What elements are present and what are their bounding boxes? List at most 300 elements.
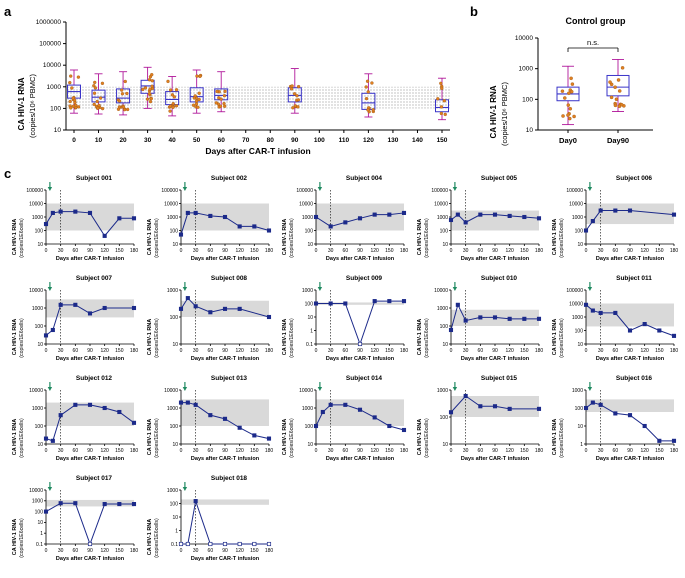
subject-xtick: 0 — [44, 248, 48, 254]
panel-a-data-point — [148, 78, 151, 81]
subject-ylabel2: (copies/1E6cells) — [559, 218, 565, 258]
subject-xtick: 60 — [72, 548, 79, 554]
panel-a-xtick: 30 — [143, 137, 152, 144]
panel-a-data-point — [69, 106, 72, 109]
subject-title: Subject 008 — [210, 275, 248, 282]
subject-data-point — [599, 311, 602, 314]
subject-data-point — [74, 403, 77, 406]
subject-plot — [276, 372, 411, 472]
panel-a-data-point — [172, 106, 175, 109]
subject-chart-subject-014 — [276, 372, 411, 472]
subject-data-point — [59, 210, 62, 213]
subject-data-point — [388, 299, 391, 302]
subject-data-point — [103, 502, 106, 505]
panel-a-data-point — [436, 97, 439, 100]
panel-b-data-point — [566, 114, 569, 117]
subject-plot — [411, 372, 546, 472]
subject-xtick: 90 — [87, 348, 93, 354]
subject-title: Subject 005 — [480, 175, 518, 182]
subject-title: Subject 001 — [75, 175, 113, 182]
subject-data-point — [44, 437, 47, 440]
subject-ytick: 1000 — [436, 387, 448, 394]
subject-ylabel2: (copies/1E6cells) — [424, 418, 430, 458]
subject-xtick: 120 — [235, 548, 244, 554]
panel-a-data-point — [150, 97, 153, 100]
subject-xtick: 30 — [327, 448, 334, 454]
subject-ytick: 1 — [580, 441, 583, 448]
subject-xtick: 30 — [57, 448, 64, 454]
panel-a-data-point — [144, 86, 147, 89]
subject-data-point — [74, 210, 77, 213]
subject-chart-subject-009 — [276, 272, 411, 372]
subject-ylabel2: (copies/1E6cells) — [154, 218, 160, 258]
panel-b-data-point — [568, 117, 571, 120]
subject-data-point — [584, 303, 587, 306]
subject-data-point — [223, 417, 226, 420]
panel-a-ytick: 1000 — [46, 83, 61, 91]
panel-a-ytick: 10000 — [42, 62, 61, 70]
subject-ylabel: CA HIV-1 RNA — [552, 318, 558, 356]
subject-data-point — [479, 405, 482, 408]
subject-ylabel2: (copies/1E6cells) — [289, 218, 295, 258]
panel-a-data-point — [101, 82, 104, 85]
subject-series-line — [181, 501, 269, 544]
subject-ytick: 100 — [169, 501, 178, 508]
subject-xtick: 30 — [192, 548, 199, 554]
panel-a-data-point — [77, 76, 80, 79]
panel-a-data-point — [121, 92, 124, 95]
panel-b-data-point — [561, 114, 564, 117]
subject-chart-subject-017 — [6, 472, 141, 572]
panel-a-data-point — [117, 108, 120, 111]
subject-data-point — [358, 217, 361, 220]
subject-data-point — [194, 305, 197, 308]
subject-plot — [6, 272, 141, 372]
subject-xtick: 60 — [612, 248, 619, 254]
subject-ytick: 10000 — [434, 287, 448, 294]
subject-data-point — [591, 401, 594, 404]
subject-ylabel2: (copies/1E6cells) — [19, 318, 25, 358]
subject-xtick: 120 — [640, 448, 649, 454]
panel-a-data-point — [195, 75, 198, 78]
subject-ytick: 10 — [442, 341, 448, 348]
panel-a-data-point — [166, 80, 169, 83]
subject-ytick: 10 — [37, 241, 43, 248]
panel-a-data-point — [293, 92, 296, 95]
subject-xtick: 120 — [100, 248, 109, 254]
subject-data-point — [456, 213, 459, 216]
subject-data-point — [537, 407, 540, 410]
subject-title: Subject 007 — [75, 275, 113, 282]
panel-a-data-point — [370, 82, 373, 85]
subject-xtick: 60 — [72, 348, 79, 354]
panel-a-data-point — [72, 105, 75, 108]
subject-data-point — [643, 424, 646, 427]
panel-a-data-point — [365, 97, 368, 100]
subject-xtick: 30 — [192, 348, 199, 354]
panel-a-data-point — [217, 96, 220, 99]
subject-ytick: 100000 — [566, 187, 583, 194]
subject-data-point — [523, 215, 526, 218]
subject-ytick: 10 — [307, 441, 313, 448]
subject-ytick: 10 — [442, 241, 448, 248]
subject-title: Subject 015 — [480, 375, 518, 382]
subject-xtick: 120 — [505, 248, 514, 254]
subject-data-point — [88, 211, 91, 214]
panel-a-data-point — [216, 90, 219, 93]
panel-a-data-point — [169, 105, 172, 108]
subject-ylabel2: (copies/1E6cells) — [19, 418, 25, 458]
panel-a-data-point — [148, 92, 151, 95]
subject-ylabel: CA HIV-1 RNA — [282, 218, 288, 256]
subject-data-point — [456, 303, 459, 306]
panel-b-data-point — [569, 107, 572, 110]
subject-xtick: 120 — [640, 348, 649, 354]
subject-xtick: 90 — [357, 248, 363, 254]
subject-xtick: 60 — [477, 448, 484, 454]
subject-xtick: 90 — [492, 348, 498, 354]
panel-a-data-point — [122, 106, 125, 109]
subject-data-point — [103, 306, 106, 309]
subject-ytick: 10000 — [164, 387, 178, 394]
subject-xtick: 150 — [520, 348, 529, 354]
subject-ytick: 100000 — [431, 187, 448, 194]
subject-xtick: 0 — [179, 248, 183, 254]
subject-xtick: 150 — [655, 348, 664, 354]
panel-a-data-point — [68, 81, 71, 84]
subject-xtick: 30 — [597, 348, 604, 354]
subject-title: Subject 002 — [210, 175, 248, 182]
subject-data-point — [59, 413, 62, 416]
panel-a-data-point — [440, 112, 443, 115]
panel-a-data-point — [297, 85, 300, 88]
subject-data-point — [194, 499, 197, 502]
subject-plot — [6, 472, 141, 572]
subject-data-point — [209, 214, 212, 217]
subject-xtick: 180 — [669, 348, 679, 354]
subject-ytick: 10000 — [29, 387, 43, 394]
subject-xtick: 180 — [399, 348, 409, 354]
subject-ytick: 10000 — [569, 301, 583, 308]
subject-xtick: 30 — [597, 248, 604, 254]
subject-ytick: 100 — [304, 423, 313, 430]
subject-data-point — [464, 221, 467, 224]
panel-a-data-point — [444, 113, 447, 116]
subject-xlabel: Days after CAR-T infusion — [55, 256, 125, 262]
panel-b-data-point — [561, 90, 564, 93]
subject-ylabel2: (copies/1E6cells) — [19, 218, 25, 258]
subject-ylabel: CA HIV-1 RNA — [147, 518, 153, 556]
subject-data-point — [329, 302, 332, 305]
subject-ylabel2: (copies/1E6cells) — [559, 318, 565, 358]
panel-letter-a: a — [4, 4, 12, 19]
subject-ylabel: CA HIV-1 RNA — [552, 418, 558, 456]
subject-ytick: 10 — [577, 341, 583, 348]
subject-xtick: 30 — [462, 448, 469, 454]
panel-b-data-point — [614, 104, 617, 107]
panel-a-data-point — [124, 80, 127, 83]
panel-a-data-point — [372, 108, 375, 111]
subject-xtick: 120 — [370, 348, 379, 354]
subject-xtick: 60 — [207, 548, 214, 554]
subject-xtick: 180 — [129, 448, 139, 454]
subject-xtick: 60 — [342, 348, 349, 354]
subject-series-line — [46, 503, 134, 544]
panel-a-ylabel: CA HIV-1 RNA — [17, 77, 26, 131]
subject-xtick: 0 — [449, 348, 453, 354]
panel-a-data-point — [223, 102, 226, 105]
subject-ytick: 1000 — [166, 287, 178, 294]
subject-ytick: 1000 — [166, 214, 178, 221]
subject-xlabel: Days after CAR-T infusion — [190, 556, 260, 562]
subject-data-point — [59, 501, 62, 504]
subject-ytick: 10000 — [299, 201, 313, 208]
subject-data-point — [132, 217, 135, 220]
subject-data-point — [238, 225, 241, 228]
subject-xtick: 0 — [179, 548, 183, 554]
subject-ytick: 10 — [172, 514, 178, 521]
panel-a-data-point — [366, 108, 369, 111]
subject-data-point — [584, 406, 587, 409]
subject-ylabel2: (copies/1E6cells) — [154, 518, 160, 558]
panel-a-ytick: 1000000 — [35, 19, 61, 26]
subject-data-point — [88, 542, 91, 545]
subject-title: Subject 009 — [345, 275, 383, 282]
subject-data-point — [672, 439, 675, 442]
subject-data-point — [508, 214, 511, 217]
subject-title: Subject 018 — [210, 475, 248, 482]
subject-chart-subject-002 — [141, 172, 276, 272]
subject-ylabel2: (copies/1E6cells) — [289, 318, 295, 358]
subject-xlabel: Days after CAR-T infusion — [325, 356, 395, 362]
subject-chart-subject-011 — [546, 272, 681, 372]
subject-xtick: 120 — [505, 348, 514, 354]
subject-xtick: 150 — [115, 248, 124, 254]
panel-b-chart — [478, 8, 678, 168]
subject-ylabel: CA HIV-1 RNA — [147, 418, 153, 456]
subject-series-line — [316, 301, 404, 344]
subject-ytick: 1000 — [301, 214, 313, 221]
panel-a-data-point — [93, 81, 96, 84]
subject-plot — [411, 172, 546, 272]
panel-a-data-point — [69, 100, 72, 103]
panel-a-data-point — [297, 98, 300, 101]
subject-xtick: 90 — [357, 448, 363, 454]
subject-chart-subject-013 — [141, 372, 276, 472]
subject-ylabel: CA HIV-1 RNA — [552, 218, 558, 256]
subject-xtick: 0 — [584, 248, 588, 254]
subject-data-point — [449, 411, 452, 414]
subject-data-point — [537, 317, 540, 320]
panel-a-data-point — [198, 92, 201, 95]
subject-plot — [141, 272, 276, 372]
subject-data-point — [493, 405, 496, 408]
panel-b-ytick: 100 — [522, 96, 533, 104]
subject-data-point — [223, 215, 226, 218]
panel-b-data-point — [570, 77, 573, 80]
subject-ylabel: CA HIV-1 RNA — [417, 318, 423, 356]
subject-data-point — [344, 221, 347, 224]
panel-b-xtick: Day90 — [606, 136, 630, 145]
subject-title: Subject 004 — [345, 175, 383, 182]
subject-xtick: 60 — [207, 448, 214, 454]
subject-data-point — [209, 542, 212, 545]
panel-a-xlabel: Days after CAR-T infusion — [205, 146, 311, 156]
subject-xtick: 150 — [250, 248, 259, 254]
subject-data-point — [179, 233, 182, 236]
subject-ytick: 100 — [169, 228, 178, 235]
subject-title: Subject 014 — [345, 375, 383, 382]
subject-ytick: 100 — [439, 228, 448, 235]
subject-data-point — [373, 299, 376, 302]
subject-xtick: 180 — [129, 248, 139, 254]
subject-xtick: 60 — [207, 248, 214, 254]
panel-b-data-point — [610, 96, 613, 99]
subject-data-point — [493, 213, 496, 216]
subject-chart-subject-018 — [141, 472, 276, 572]
subject-data-point — [402, 211, 405, 214]
panel-a-data-point — [96, 107, 99, 110]
subject-ylabel: CA HIV-1 RNA — [12, 518, 18, 556]
subject-data-point — [267, 542, 270, 545]
subject-data-point — [179, 307, 182, 310]
subject-xtick: 90 — [87, 448, 93, 454]
subject-ylabel2: (copies/1E6cells) — [424, 318, 430, 358]
subject-data-point — [267, 229, 270, 232]
panel-a-xtick: 50 — [193, 137, 201, 144]
subject-ytick: 1000 — [166, 405, 178, 412]
subject-xtick: 60 — [207, 348, 214, 354]
subject-ytick: 100 — [169, 314, 178, 321]
subject-ytick: 10000 — [29, 201, 43, 208]
panel-a-data-point — [72, 97, 75, 100]
panel-a-data-point — [196, 106, 199, 109]
subject-xtick: 180 — [264, 348, 274, 354]
subject-xtick: 150 — [115, 448, 124, 454]
panel-b-ytick: 10 — [525, 127, 533, 134]
panel-a-data-point — [151, 79, 154, 82]
subject-data-point — [132, 502, 135, 505]
panel-a-data-point — [120, 89, 123, 92]
subject-data-point — [537, 217, 540, 220]
subject-data-point — [238, 307, 241, 310]
subject-xtick: 180 — [264, 248, 274, 254]
subject-xlabel: Days after CAR-T infusion — [55, 356, 125, 362]
subject-ytick: 100 — [574, 405, 583, 412]
subject-data-point — [179, 401, 182, 404]
subject-title: Subject 016 — [615, 375, 653, 382]
subject-data-point — [672, 213, 675, 216]
subject-ytick: 10 — [577, 241, 583, 248]
panel-a-data-point — [366, 80, 369, 83]
subject-data-point — [591, 309, 594, 312]
panel-a-data-point — [98, 104, 101, 107]
subject-xtick: 150 — [655, 448, 664, 454]
subject-xlabel: Days after CAR-T infusion — [460, 256, 530, 262]
subject-xtick: 180 — [534, 348, 544, 354]
subject-xtick: 30 — [192, 448, 199, 454]
subject-xtick: 0 — [314, 448, 318, 454]
panel-a-data-point — [149, 100, 152, 103]
subject-xtick: 180 — [264, 548, 274, 554]
subject-xtick: 150 — [520, 248, 529, 254]
subject-data-point — [628, 329, 631, 332]
subject-data-point — [74, 501, 77, 504]
panel-a-data-point — [99, 97, 102, 100]
subject-ytick: 1000 — [31, 214, 43, 221]
panel-a-data-point — [291, 84, 294, 87]
subject-data-point — [238, 542, 241, 545]
subject-xtick: 180 — [534, 448, 544, 454]
subject-data-point — [209, 311, 212, 314]
subject-data-point — [464, 394, 467, 397]
subject-ytick: 1 — [310, 328, 313, 335]
subject-title: Subject 013 — [210, 375, 248, 382]
subject-xtick: 90 — [627, 448, 633, 454]
subject-plot — [276, 172, 411, 272]
subject-ytick: 10 — [442, 441, 448, 448]
subject-ytick: 0.1 — [171, 541, 178, 548]
subject-data-point — [88, 403, 91, 406]
subject-ytick: 1000 — [31, 498, 43, 505]
subject-xtick: 180 — [264, 448, 274, 454]
subject-xlabel: Days after CAR-T infusion — [190, 256, 260, 262]
panel-a-data-point — [171, 93, 174, 96]
subject-data-point — [314, 424, 317, 427]
subject-data-point — [194, 211, 197, 214]
subject-data-point — [253, 434, 256, 437]
subject-ytick: 10000 — [299, 387, 313, 394]
subject-xtick: 0 — [314, 248, 318, 254]
subject-ytick: 100 — [439, 414, 448, 421]
subject-xtick: 30 — [327, 248, 334, 254]
subject-chart-subject-016 — [546, 372, 681, 472]
panel-a-data-point — [443, 99, 446, 102]
panel-a-data-point — [149, 88, 152, 91]
subject-data-point — [267, 437, 270, 440]
panel-a-data-point — [70, 86, 73, 89]
panel-b-data-point — [617, 78, 620, 81]
panel-a-data-point — [195, 100, 198, 103]
subject-xtick: 150 — [385, 448, 394, 454]
panel-a-data-point — [169, 110, 172, 113]
subject-ytick: 100 — [304, 228, 313, 235]
subject-data-point — [223, 542, 226, 545]
panel-b-data-point — [620, 103, 623, 106]
subject-xtick: 150 — [520, 448, 529, 454]
panel-a-data-point — [223, 94, 226, 97]
subject-ylabel: CA HIV-1 RNA — [282, 318, 288, 356]
subject-data-point — [614, 209, 617, 212]
subject-data-point — [591, 219, 594, 222]
subject-data-point — [238, 426, 241, 429]
subject-xtick: 120 — [640, 248, 649, 254]
subject-ytick: 10 — [37, 441, 43, 448]
subject-ylabel2: (copies/1E6cells) — [289, 418, 295, 458]
subject-xtick: 30 — [57, 348, 64, 354]
subject-xtick: 0 — [584, 448, 588, 454]
panel-a-xtick: 110 — [338, 137, 350, 144]
subject-xtick: 150 — [385, 348, 394, 354]
subject-data-point — [329, 403, 332, 406]
subject-data-point — [358, 342, 361, 345]
subject-data-point — [74, 303, 77, 306]
subject-xlabel: Days after CAR-T infusion — [595, 256, 665, 262]
subject-ylabel2: (copies/1E6cells) — [19, 518, 25, 558]
panel-b-title: Control group — [565, 16, 626, 26]
subject-data-point — [253, 225, 256, 228]
subject-data-point — [132, 421, 135, 424]
